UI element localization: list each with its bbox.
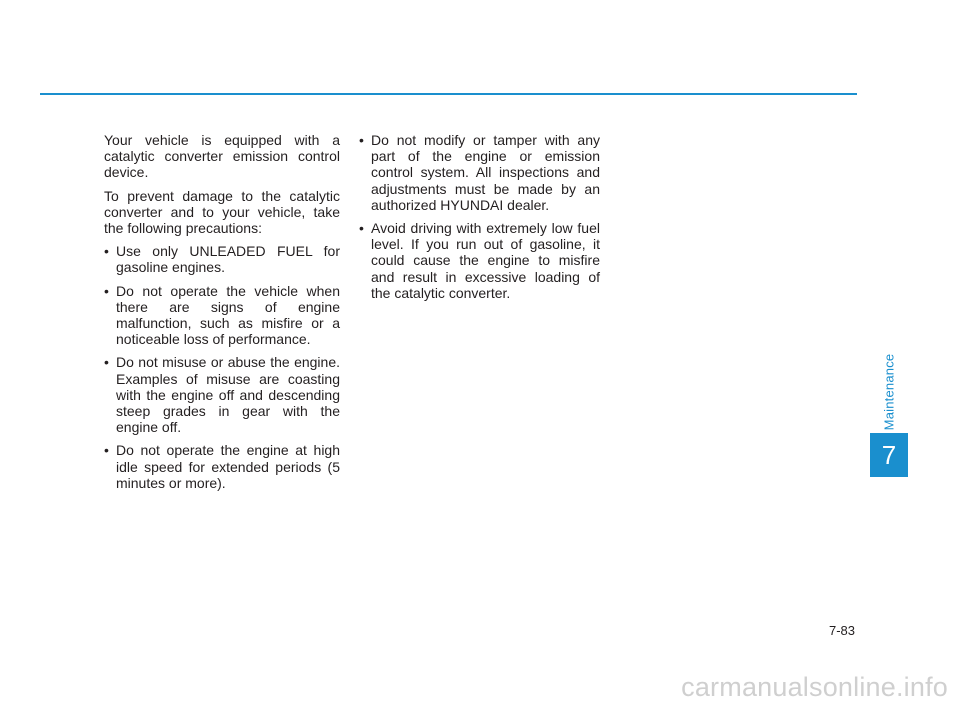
list-item-text: Do not misuse or abuse the engine. Examples of misuse are coasting with the engine off and descending steep grades in gear with the engine off. <box>116 354 340 436</box>
bullet-icon: • <box>359 220 364 237</box>
section-tab-number: 7 <box>870 433 908 477</box>
list-item <box>104 442 340 491</box>
precautions-list-continued <box>359 132 600 301</box>
watermark: carmanualsonline.info <box>681 672 948 702</box>
right-column <box>359 132 600 308</box>
list-item <box>359 132 600 213</box>
bullet-icon: • <box>104 354 109 371</box>
list-item <box>359 220 600 301</box>
precautions-list <box>104 243 340 491</box>
list-item-text: Do not operate the vehicle when there are signs of engine malfunction, such as misfire or a noticeable loss of performance. <box>116 282 340 348</box>
intro-paragraph: Your vehicle is equipped with a catalytic converter emission control device. <box>104 132 340 181</box>
list-item <box>104 243 340 275</box>
bullet-icon: • <box>104 243 109 260</box>
bullet-icon: • <box>104 282 109 299</box>
list-item <box>104 354 340 435</box>
section-tab-label: Maintenance <box>881 353 897 431</box>
bullet-icon: • <box>359 132 364 148</box>
list-item <box>104 283 340 348</box>
bullet-icon: • <box>104 442 109 459</box>
precautions-intro: To prevent damage to the catalytic converter and to your vehicle, take the following precautions: <box>104 187 340 237</box>
left-column <box>104 132 340 498</box>
page-number: 7-83 <box>828 623 855 638</box>
list-item-text: Do not operate the engine at high idle speed for extended periods (5 minutes or more). <box>116 442 340 491</box>
list-item-text: Avoid driving with extremely low fuel level. If you run out of gasoline, it could cause the engine to misfire and result in excessive loading of the catalytic converter. <box>371 220 600 301</box>
list-item-text: Use only UNLEADED FUEL for gasoline engines. <box>116 243 340 276</box>
header-rule <box>40 93 857 95</box>
list-item-text: Do not modify or tamper with any part of the engine or emission control system. All inspections and adjustments must be made by an authorized HYUNDAI dealer. <box>371 132 600 213</box>
